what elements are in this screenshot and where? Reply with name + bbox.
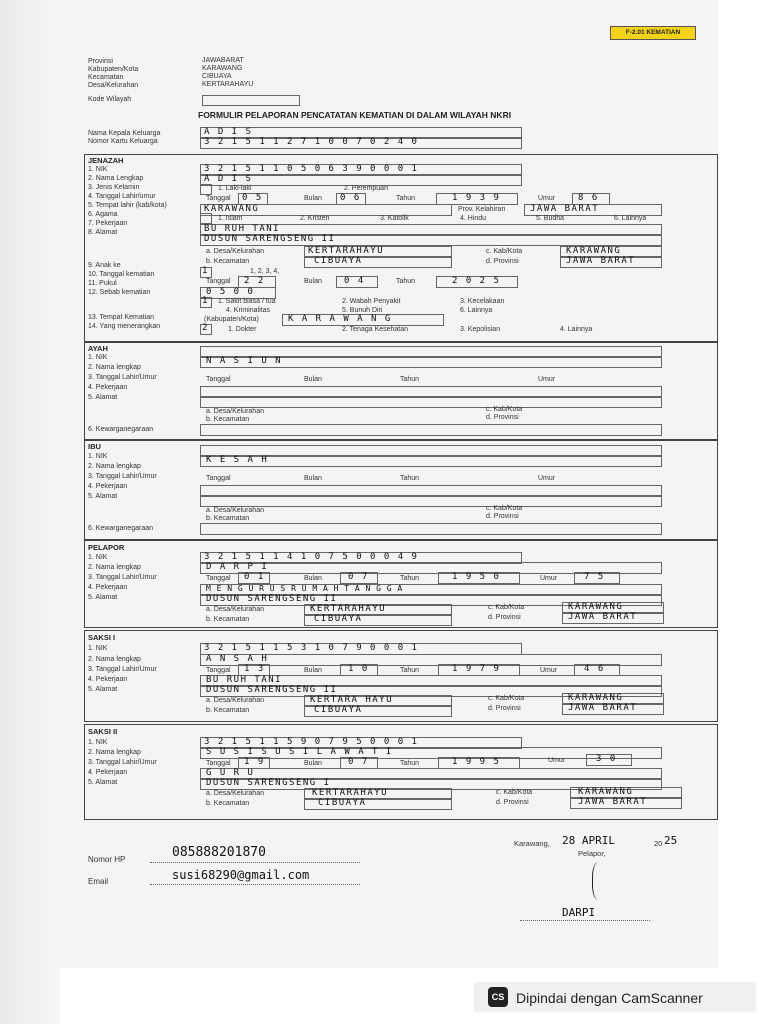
saksi2-tgl-label: Tanggal [206,760,231,767]
form-title: FORMULIR PELAPORAN PENCATATAN KEMATIAN DI DALAM WILAYAH NKRI [198,110,512,120]
kematian-tahun-label: Tahun [396,278,416,285]
ibu-label-alamat: 5. Alamat [88,493,118,500]
jenazah-desa-label: a. Desa/Kelurahan [206,248,264,255]
saksi1-prov-value: JAWA BARAT [568,703,638,713]
saksi2-label-nama: 2. Nama lengkap [88,749,141,756]
kepala-nama-value: A D I S [204,127,253,137]
saksi1-tgl-value: 1 3 [244,664,265,674]
saksi1-desa-value: KERTARA HAYU [310,695,394,705]
ibu-label-pekerjaan: 4. Pekerjaan [88,483,128,490]
kematian-bulan-label: Bulan [304,278,322,285]
saksi2-tahun-value: 1 9 9 5 [452,757,501,767]
ibu-tahun-label: Tahun [400,475,420,482]
ibu-desa-label: a. Desa/Kelurahan [206,507,264,514]
saksi1-label-nik: 1. NIK [88,645,108,652]
signature-line [520,920,650,921]
bulan-label: Bulan [304,195,322,202]
ayah-kewarganegaraan-field[interactable] [200,424,662,436]
pelapor-kab-label: c. Kab/Kota [488,604,525,611]
pelapor-label-pekerjaan: 4. Pekerjaan [88,584,128,591]
saksi2-bulan-value: 0 7 [348,757,369,767]
pelapor-desa-label: a. Desa/Kelurahan [206,606,264,613]
jk-option-1: 1. Laki-laki [218,185,252,192]
ayah-label-alamat: 5. Alamat [88,394,118,401]
hp-label: Nomor HP [88,855,126,864]
pelapor-tahun-value: 1 9 5 0 [452,572,501,582]
saksi1-tahun-value: 1 9 7 9 [452,664,501,674]
menerangkan-option-3: 3. Kepolisian [460,326,501,333]
saksi2-desa-value: KERTARAHAYU [312,788,389,798]
tgl-label: Tanggal [206,195,231,202]
nomor-kk-value: 3 2 1 5 1 1 2 7 1 0 0 7 0 2 4 0 [204,137,419,147]
ayah-label-kewarganegaraan: 6. Kewarganegaraan [88,426,153,433]
ibu-header: IBU [88,442,101,451]
camscanner-icon: CS [488,987,508,1007]
label-desa: Desa/Kelurahan [88,82,139,89]
ayah-label-nik: 1. NIK [88,354,108,361]
saksi1-bulan-label: Bulan [304,667,322,674]
ayah-kec-label: b. Kecamatan [206,416,250,423]
saksi2-desa-label: a. Desa/Kelurahan [206,790,264,797]
jenazah-kab-value: KARAWANG [566,246,622,256]
value-kecamatan: CIBUAYA [202,73,232,80]
kode-wilayah-boxes[interactable] [202,95,300,106]
jenazah-label-tempat-kematian: 13. Tempat Kematian [88,314,155,321]
ayah-tahun-label: Tahun [400,376,420,383]
ibu-kec-label: b. Kecamatan [206,515,250,522]
kematian-bulan-value: 0 4 [344,276,365,286]
saksi1-nama-value: A N S A H [206,654,269,664]
ayah-label-tgl: 3. Tanggal Lahir/Umur [88,374,157,381]
saksi2-pekerjaan-value: G U R U [206,768,255,778]
jenazah-label-pekerjaan: 7. Pekerjaan [88,220,128,227]
jk-box[interactable] [200,184,212,195]
jenazah-label-sebab: 12. Sebab kematian [88,289,151,296]
date-value: 28 APRIL [562,834,615,847]
ibu-tgl-label: Tanggal [206,475,231,482]
ibu-prov-label: d. Provinsi [486,513,519,520]
saksi2-bulan-label: Bulan [304,760,322,767]
pelapor-tgl-value: 0 1 [244,572,265,582]
saksi1-alamat-value: DUSUN SARENGSENG II [206,685,338,695]
sebab-option-5: 5. Bunuh Diri [342,307,383,314]
jenazah-label-nama: 2. Nama Lengkap [88,175,144,182]
menerangkan-value: 2 [202,323,209,333]
saksi2-prov-value: JAWA BARAT [578,797,648,807]
saksi2-label-tgl: 3. Tanggal Lahir/Umur [88,759,157,766]
ayah-desa-label: a. Desa/Kelurahan [206,408,264,415]
place-label: Karawang, [514,839,550,848]
kematian-tgl-value: 2 2 [244,276,265,286]
sebab-option-2: 2. Wabah Penyakit [342,298,401,305]
saksi1-umur-value: 4 6 [584,664,605,674]
saksi2-umur-label: Umur [548,757,566,764]
form-code-badge: F-2.01 KEMATIAN [610,26,696,40]
agama-option-1: 1. Islam [218,215,243,222]
jenazah-label-nik: 1. NIK [88,166,108,173]
jenazah-desa-value: KERTARAHAYU [308,246,385,256]
ayah-umur-label: Umur [538,376,556,383]
agama-box[interactable] [200,213,212,224]
ibu-alamat-field[interactable] [200,495,662,507]
tempat-kematian-value: K A R A W A N G [288,314,392,324]
saksi2-label-alamat: 5. Alamat [88,779,118,786]
ayah-nama-value: N A S I U N [206,356,283,366]
email-line [150,884,360,885]
pelapor-label-nama: 2. Nama lengkap [88,564,141,571]
tempat-lahir-value: KARAWANG [204,204,260,214]
saksi2-alamat-value: DUSUN SARENGSENG I [206,778,331,788]
saksi1-prov-label: d. Provinsi [488,705,521,712]
sebab-option-4: 4. Kriminalitas [226,307,270,314]
jenazah-nik-value: 3 2 1 5 1 1 0 5 0 6 3 9 0 0 0 1 [204,164,419,174]
pelapor-bulan-label: Bulan [304,575,322,582]
saksi1-label-tgl: 3. Tanggal Lahir/Umur [88,666,157,673]
pelapor-label-alamat: 5. Alamat [88,594,118,601]
jenazah-label-alamat: 8. Alamat [88,229,118,236]
saksi2-kab-value: KARAWANG [578,787,634,797]
agama-option-5: 5. Budha [536,215,565,222]
jenazah-prov-label: d. Provinsi [486,258,519,265]
pelapor-alamat-value: DUSUN SARENGSENG II [206,594,338,604]
pelapor-umur-value: 7 5 [584,572,605,582]
ibu-nama-value: K E S A H [206,455,269,465]
label-provinsi: Provinsi [88,58,113,65]
saksi1-kec-value: CIBUAYA [314,705,363,715]
pukul-value: 0 5 0 0 [206,287,255,297]
label-nomor-kk: Nomor Kartu Keluarga [88,138,158,145]
tempat-kematian-label: (Kabupaten/Kota) [204,316,259,323]
ibu-label-tgl: 3. Tanggal Lahir/Umur [88,473,157,480]
menerangkan-option-4: 4. Lainnya [560,326,593,333]
pelapor-tahun-label: Tahun [400,575,420,582]
sebab-value: 1 [202,296,209,306]
bulan-value: 0 6 [340,193,361,203]
saksi1-kec-label: b. Kecamatan [206,707,250,714]
jenazah-label-jk: 3. Jenis Kelamin [88,184,140,191]
ayah-tgl-label: Tanggal [206,376,231,383]
ayah-label-pekerjaan: 4. Pekerjaan [88,384,128,391]
year-prefix: 20 [654,839,663,848]
ayah-kab-label: c. Kab/Kota [486,406,523,413]
saksi1-nik-value: 3 2 1 5 1 1 5 3 1 0 7 9 0 0 0 1 [204,643,419,653]
saksi1-kab-value: KARAWANG [568,693,624,703]
jenazah-pekerjaan-value: BU RUH TANI [204,224,281,234]
pelapor-label-tgl: 3. Tanggal Lahir/Umur [88,574,157,581]
saksi2-kab-label: c. Kab/Kota [496,789,533,796]
jenazah-alamat-value: DUSUN SARENGSENG II [204,234,336,244]
value-kabupaten: KARAWANG [202,65,243,72]
saksi2-kec-label: b. Kecamatan [206,800,250,807]
hp-line [150,862,360,863]
jenazah-label-anak: 9. Anak ke [88,262,121,269]
ayah-prov-label: d. Provinsi [486,414,519,421]
umur-value: 8 6 [578,193,599,203]
pelapor-desa-value: KERTARAHAYU [310,604,387,614]
saksi2-header: SAKSI II [88,727,118,736]
agama-option-4: 4. Hindu [460,215,487,222]
pelapor-nama-value: D A R P I [206,562,269,572]
jenazah-kab-label: c. Kab/Kota [486,248,523,255]
ibu-label-kewarganegaraan: 6. Kewarganegaraan [88,525,153,532]
saksi2-label-pekerjaan: 4. Pekerjaan [88,769,128,776]
kematian-tahun-value: 2 0 2 5 [452,276,501,286]
saksi1-label-alamat: 5. Alamat [88,686,118,693]
pelapor-sign-label: Pelapor, [578,849,606,858]
pelapor-kec-value: CIBUAYA [314,614,363,624]
pelapor-label-nik: 1. NIK [88,554,108,561]
saksi1-desa-label: a. Desa/Kelurahan [206,697,264,704]
saksi2-umur-value: 3 0 [596,754,617,764]
sebab-option-1: 1. Sakit biasa / tua [218,298,276,305]
prov-kelahiran-value: JAWA BARAT [530,204,600,214]
email-value: susi68290@gmail.com [172,868,310,882]
pelapor-tgl-label: Tanggal [206,575,231,582]
ayah-label-nama: 2. Nama lengkap [88,364,141,371]
saksi2-kec-value: CIBUAYA [318,798,367,808]
email-label: Email [88,877,109,886]
saksi2-prov-label: d. Provinsi [496,799,529,806]
saksi2-tgl-value: 1 9 [244,757,265,767]
saksi2-nama-value: S U S I S U S I L A W A T I [206,747,393,757]
saksi1-label-nama: 2. Nama lengkap [88,656,141,663]
value-desa: KERTARAHAYU [202,81,254,88]
saksi1-label-pekerjaan: 4. Pekerjaan [88,676,128,683]
camscanner-text: Dipindai dengan CamScanner [516,990,703,1006]
jenazah-label-tgl-kematian: 10. Tanggal kematian [88,271,155,278]
anak-ke-value: 1 [202,266,209,276]
value-provinsi: JAWABARAT [202,57,244,64]
signature [592,862,607,900]
ibu-umur-label: Umur [538,475,556,482]
menerangkan-option-1: 1. Dokter [228,326,257,333]
tahun-label: Tahun [396,195,416,202]
saksi2-label-nik: 1. NIK [88,739,108,746]
sebab-option-6: 6. Lainnya [460,307,493,314]
agama-option-2: 2. Kristen [300,215,330,222]
label-kode-wilayah: Kode Wilayah [88,96,132,103]
ayah-alamat-field[interactable] [200,396,662,408]
umur-label: Umur [538,195,556,202]
hp-value: 085888201870 [172,845,266,860]
tahun-value: 1 9 3 9 [452,193,501,203]
saksi1-umur-label: Umur [540,667,558,674]
pelapor-kab-value: KARAWANG [568,602,624,612]
jenazah-label-pukul: 11. Pukul [88,280,117,287]
pelapor-prov-label: d. Provinsi [488,614,521,621]
jenazah-prov-value: JAWA BARAT [566,256,636,266]
anak-ke-options: 1, 2, 3, 4, [250,268,280,275]
jenazah-label-menerangkan: 14. Yang menerangkan [88,323,161,330]
pelapor-header: PELAPOR [88,543,125,552]
label-kepala-keluarga: Nama Kepala Keluarga [88,130,161,137]
jenazah-label-tgl: 4. Tanggal Lahir/umur [88,193,156,200]
saksi1-header: SAKSI I [88,633,116,642]
pelapor-kec-label: b. Kecamatan [206,616,250,623]
signer-name: DARPI [562,906,596,919]
jenazah-header: JENAZAH [88,156,124,165]
ibu-label-nama: 2. Nama lengkap [88,463,141,470]
saksi1-tahun-label: Tahun [400,667,420,674]
pelapor-pekerjaan-value: M E N G U R U S R U M A H T A N G G A [206,584,403,593]
pelapor-prov-value: JAWA BARAT [568,612,638,622]
jenazah-label-agama: 6. Agama [88,211,118,218]
jenazah-label-tempat: 5. Tempat lahir (kab/kota) [88,202,167,209]
year-value: 25 [664,834,678,847]
prov-kelahiran-label: Prov. Kelahiran [458,206,506,213]
jk-option-2: 2. Perempuan [344,185,388,192]
jenazah-nama-value: A D I S [204,174,253,184]
label-kabupaten: Kabupaten/Kota [88,66,139,73]
agama-option-3: 3. Katolik [380,215,409,222]
menerangkan-option-2: 2. Tenaga Kesehatan [342,326,409,333]
pelapor-umur-label: Umur [540,575,558,582]
saksi2-tahun-label: Tahun [400,760,420,767]
pelapor-nik-value: 3 2 1 5 1 1 4 1 0 7 5 0 0 0 4 9 [204,552,419,562]
tgl-value: 0 5 [242,193,263,203]
jenazah-kec-label: b. Kecamatan [206,258,250,265]
ibu-nama-field[interactable] [200,455,662,467]
ibu-kewarganegaraan-field[interactable] [200,523,662,535]
saksi1-pekerjaan-value: BU RUH TANI [206,675,283,685]
ibu-label-nik: 1. NIK [88,453,108,460]
saksi1-bulan-value: 1 0 [348,664,369,674]
agama-option-6: 6. Lainnya [614,215,647,222]
saksi1-tgl-label: Tanggal [206,667,231,674]
label-kecamatan: Kecamatan [88,74,124,81]
ayah-header: AYAH [88,344,108,353]
ibu-bulan-label: Bulan [304,475,322,482]
sebab-option-3: 3. Kecelakaan [460,298,505,305]
saksi2-nik-value: 3 2 1 5 1 1 5 9 0 7 9 5 0 0 0 1 [204,737,419,747]
pelapor-bulan-value: 0 7 [348,572,369,582]
kematian-tgl-label: Tanggal [206,278,231,285]
ibu-kab-label: c. Kab/Kota [486,505,523,512]
jenazah-kec-value: CIBUAYA [314,256,363,266]
saksi1-kab-label: c. Kab/Kota [488,695,525,702]
ayah-bulan-label: Bulan [304,376,322,383]
